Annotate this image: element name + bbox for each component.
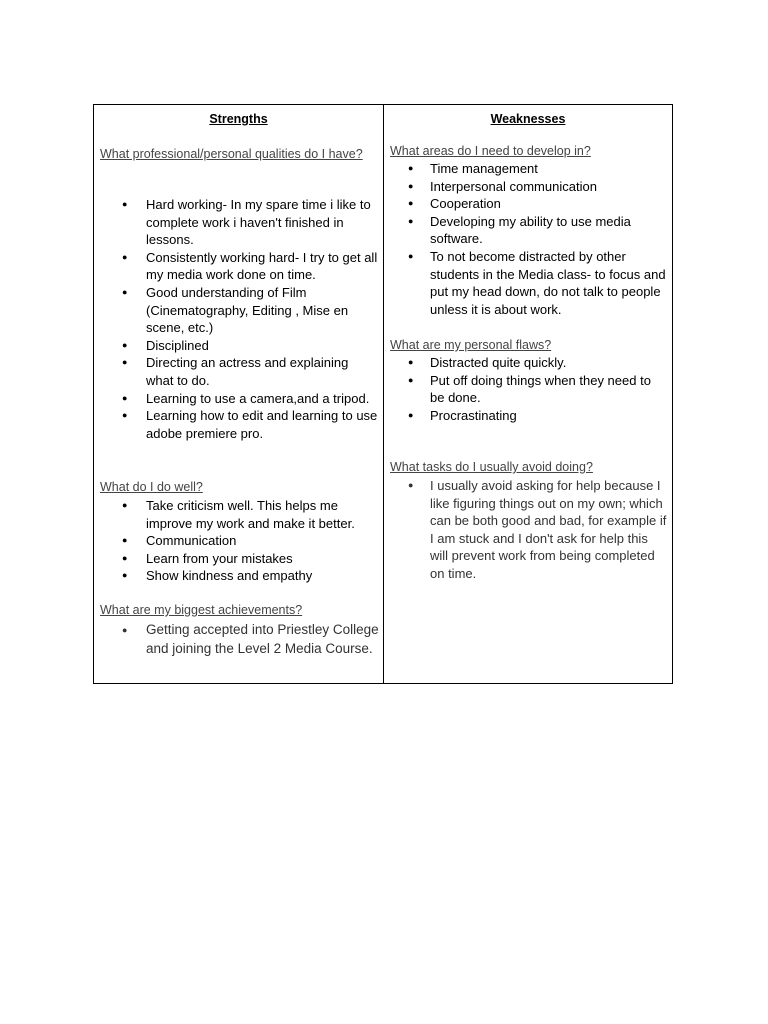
qualities-question: What professional/personal qualities do I have? bbox=[100, 147, 363, 161]
list-item: ● Time management bbox=[384, 160, 668, 178]
list-item: ● To not become distracted by other students in the Media class- to focus and put my head down, do not talk to people unless it is about work. bbox=[384, 248, 668, 318]
weaknesses-title: Weaknesses bbox=[490, 112, 566, 126]
achievements-list bbox=[94, 621, 379, 658]
list-item: ● Interpersonal communication bbox=[384, 178, 668, 196]
strengths-column bbox=[94, 105, 384, 683]
list-item: ● Learning to use a camera,and a tripod. bbox=[94, 390, 379, 408]
list-item: ● I usually avoid asking for help because I like figuring things out on my own; which can be both good and bad, for example if I am stuck and I don't ask for help this will prevent work from being completed on time. bbox=[384, 477, 668, 583]
list-item: ● Good understanding of Film (Cinematography, Editing , Mise en scene, etc.) bbox=[94, 284, 379, 337]
list-item: ● Disciplined bbox=[94, 337, 379, 355]
list-item: ● Communication bbox=[94, 532, 379, 550]
list-item: ● Developing my ability to use media software. bbox=[384, 213, 668, 248]
list-item: ● Put off doing things when they need to be done. bbox=[384, 372, 668, 407]
list-item: ● Learn from your mistakes bbox=[94, 550, 379, 568]
list-item: ● Cooperation bbox=[384, 195, 668, 213]
list-item: ● Take criticism well. This helps me improve my work and make it better. bbox=[94, 497, 379, 532]
develop-question: What areas do I need to develop in? bbox=[390, 144, 591, 158]
qualities-list bbox=[94, 196, 379, 442]
list-item: ● Hard working- In my spare time i like to complete work i haven't finished in lessons. bbox=[94, 196, 379, 249]
list-item: ● Directing an actress and explaining what to do. bbox=[94, 354, 379, 389]
list-item: ● Show kindness and empathy bbox=[94, 567, 379, 585]
develop-list bbox=[384, 160, 668, 318]
weaknesses-column bbox=[384, 105, 672, 683]
list-item: ● Learning how to edit and learning to use adobe premiere pro. bbox=[94, 407, 379, 442]
do-well-question: What do I do well? bbox=[100, 480, 203, 494]
do-well-list bbox=[94, 497, 379, 585]
avoid-list bbox=[384, 477, 668, 583]
list-item: ● Getting accepted into Priestley College and joining the Level 2 Media Course. bbox=[94, 621, 379, 658]
flaws-list bbox=[384, 354, 668, 424]
list-item: ● Distracted quite quickly. bbox=[384, 354, 668, 372]
swot-table bbox=[93, 104, 673, 684]
avoid-question: What tasks do I usually avoid doing? bbox=[390, 460, 593, 474]
strengths-title: Strengths bbox=[209, 112, 268, 126]
list-item: ● Consistently working hard- I try to get all my media work done on time. bbox=[94, 249, 379, 284]
list-item: ● Procrastinating bbox=[384, 407, 668, 425]
achievements-question: What are my biggest achievements? bbox=[100, 603, 303, 617]
flaws-question: What are my personal flaws? bbox=[390, 338, 552, 352]
